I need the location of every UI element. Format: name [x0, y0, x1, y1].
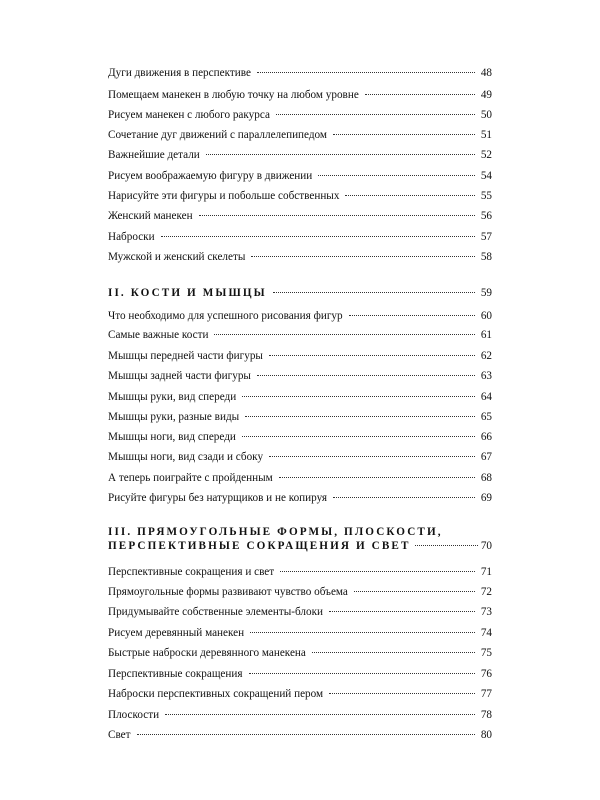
section-heading-title-line1: III. ПРЯМОУГОЛЬНЫЕ ФОРМЫ, ПЛОСКОСТИ,: [108, 526, 443, 538]
toc-entry-title: Рисуем воображаемую фигуру в движении: [108, 170, 313, 182]
toc-entry: [108, 410, 492, 424]
toc-entry: [108, 88, 492, 102]
section-heading: [108, 525, 492, 553]
toc-entry-title: Самые важные кости: [108, 329, 209, 341]
toc-entry-page: 67: [480, 451, 492, 463]
dot-leader: [349, 315, 475, 316]
toc-entry: [108, 66, 492, 80]
toc-entry: [108, 230, 492, 244]
dot-leader: [279, 477, 475, 478]
dot-leader: [269, 456, 475, 457]
toc-entry: [108, 369, 492, 383]
toc-entry: [108, 687, 492, 701]
section-heading-title-line2: ПЕРСПЕКТИВНЫЕ СОКРАЩЕНИЯ И СВЕТ: [108, 540, 411, 552]
toc-entry-title: Помещаем манекен в любую точку на любом уровне: [108, 89, 359, 101]
toc-entry-title: Наброски перспективных сокращений пером: [108, 688, 324, 700]
dot-leader: [333, 497, 475, 498]
toc-entry-title: Перспективные сокращения и свет: [108, 566, 275, 578]
toc-entry-title: Плоскости: [108, 709, 160, 721]
toc-entry-page: 80: [480, 729, 492, 741]
dot-leader: [354, 591, 475, 592]
dot-leader: [251, 256, 475, 257]
toc-entry-title: Рисуем манекен с любого ракурса: [108, 109, 270, 121]
toc-entry-page: 54: [480, 170, 492, 182]
toc-entry-page: 50: [480, 109, 492, 121]
dot-leader: [199, 215, 475, 216]
toc-entry: [108, 128, 492, 142]
toc-entry-page: 60: [480, 310, 492, 322]
toc-entry: [108, 349, 492, 363]
toc-entry-page: 77: [480, 688, 492, 700]
toc-entry-title: Мышцы передней части фигуры: [108, 350, 263, 362]
dot-leader: [276, 114, 475, 115]
toc-entry: [108, 646, 492, 660]
toc-entry-page: 61: [480, 329, 492, 341]
dot-leader: [206, 154, 475, 155]
toc-entry: [108, 108, 492, 122]
toc-entry: [108, 169, 492, 183]
toc-entry-title: Мужской и женский скелеты: [108, 251, 246, 263]
dot-leader: [280, 571, 475, 572]
dot-leader: [161, 236, 475, 237]
toc-entry-title: Придумывайте собственные элементы-блоки: [108, 606, 323, 618]
dot-leader: [257, 375, 475, 376]
toc-entry-title: Мышцы задней части фигуры: [108, 370, 251, 382]
toc-entry-page: 57: [480, 231, 492, 243]
toc-entry-page: 55: [480, 190, 492, 202]
toc-entry: [108, 250, 492, 264]
toc-entry-page: 73: [480, 606, 492, 618]
toc-entry-page: 52: [480, 149, 492, 161]
toc-entry: [108, 209, 492, 223]
dot-leader: [242, 396, 475, 397]
dot-leader: [318, 175, 475, 176]
toc-entry-page: 74: [480, 627, 492, 639]
toc-entry-page: 51: [480, 129, 492, 141]
toc-entry-title: Мышцы ноги, вид сзади и сбоку: [108, 451, 264, 463]
dot-leader: [137, 734, 475, 735]
toc-entry: [108, 430, 492, 444]
toc-entry-page: 68: [480, 472, 492, 484]
toc-entry: [108, 565, 492, 579]
toc-entry: [108, 605, 492, 619]
dot-leader: [329, 611, 475, 612]
toc-entry: [108, 585, 492, 599]
toc-entry-page: 64: [480, 391, 492, 403]
toc-entry: [108, 328, 492, 342]
toc-entry-page: 49: [480, 89, 492, 101]
toc-entry-page: 72: [480, 586, 492, 598]
toc-entry-title: Мышцы руки, вид спереди: [108, 391, 237, 403]
toc-entry-page: 78: [480, 709, 492, 721]
section-heading-page: 59: [480, 287, 492, 299]
toc-entry-page: 71: [480, 566, 492, 578]
toc-entry-title: Свет: [108, 729, 131, 741]
toc-entry-page: 75: [480, 647, 492, 659]
dot-leader: [345, 195, 475, 196]
toc-entry-page: 76: [480, 668, 492, 680]
dot-leader: [269, 355, 475, 356]
toc-entry-page: 65: [480, 411, 492, 423]
toc-entry-title: Рисуйте фигуры без натурщиков и не копируя: [108, 492, 328, 504]
dot-leader: [214, 334, 475, 335]
toc-entry-title: Прямоугольные формы развивают чувство объема: [108, 586, 348, 598]
toc-entry: [108, 491, 492, 505]
toc-entry-page: 62: [480, 350, 492, 362]
toc-entry-page: 48: [480, 67, 492, 79]
toc-entry-title: А теперь поиграйте с пройденным: [108, 472, 273, 484]
dot-leader: [242, 436, 475, 437]
section-heading-line2: [108, 539, 492, 553]
toc-entry-title: Мышцы ноги, вид спереди: [108, 431, 236, 443]
section-heading: [108, 286, 492, 300]
toc-entry: [108, 728, 492, 742]
dot-leader: [273, 292, 475, 293]
toc-entry-page: 69: [480, 492, 492, 504]
dot-leader: [312, 652, 475, 653]
toc-entry: [108, 667, 492, 681]
toc-entry-title: Нарисуйте эти фигуры и побольше собственных: [108, 190, 340, 202]
toc-entry-title: Важнейшие детали: [108, 149, 200, 161]
dot-leader: [415, 545, 478, 546]
toc-entry: [108, 450, 492, 464]
toc-entry-title: Сочетание дуг движений с параллелепипедом: [108, 129, 328, 141]
dot-leader: [250, 632, 475, 633]
toc-entry-title: Рисуем деревянный манекен: [108, 627, 245, 639]
toc-entry: [108, 708, 492, 722]
toc-entry-title: Наброски: [108, 231, 155, 243]
toc-entry: [108, 309, 492, 323]
dot-leader: [333, 134, 475, 135]
dot-leader: [329, 693, 475, 694]
toc-entry-page: 63: [480, 370, 492, 382]
toc-entry-title: Быстрые наброски деревянного манекена: [108, 647, 306, 659]
section-heading-title: II. КОСТИ И МЫШЦЫ: [108, 287, 267, 299]
toc-entry-title: Мышцы руки, разные виды: [108, 411, 240, 423]
dot-leader: [257, 72, 475, 73]
dot-leader: [249, 673, 475, 674]
toc-entry-title: Женский манекен: [108, 210, 193, 222]
toc-entry: [108, 189, 492, 203]
toc-entry-title: Дуги движения в перспективе: [108, 67, 251, 79]
dot-leader: [165, 714, 475, 715]
toc-entry-page: 58: [480, 251, 492, 263]
toc-entry: [108, 471, 492, 485]
toc-entry-page: 66: [480, 431, 492, 443]
toc-entry: [108, 626, 492, 640]
dot-leader: [365, 94, 475, 95]
dot-leader: [245, 416, 475, 417]
toc-entry-title: Что необходимо для успешного рисования фигур: [108, 310, 343, 322]
toc-entry-title: Перспективные сокращения: [108, 668, 243, 680]
toc-entry: [108, 148, 492, 162]
toc-entry: [108, 390, 492, 404]
section-heading-page: 70: [480, 540, 492, 552]
toc-entry-page: 56: [480, 210, 492, 222]
